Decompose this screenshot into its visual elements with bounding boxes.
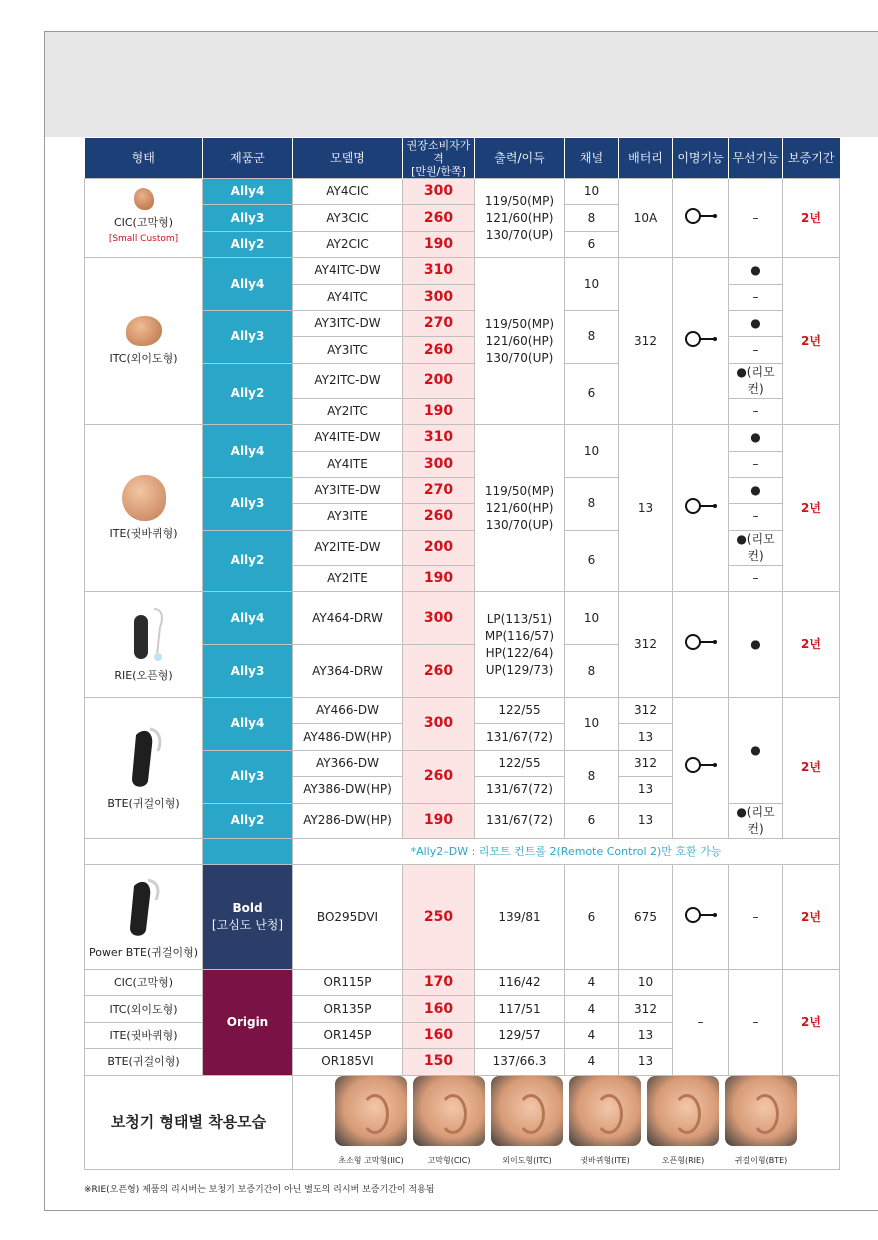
wear-caption: 외이도형(ITC) — [502, 1155, 552, 1165]
battery-cell: 312 — [619, 592, 673, 698]
group-cell — [203, 865, 293, 970]
group-cell: Ally3 — [203, 310, 293, 363]
form-label: RIE(오픈형) — [114, 669, 173, 683]
table-header — [85, 138, 840, 179]
price-cell: 200 — [403, 530, 475, 565]
price-cell: 300 — [403, 698, 475, 751]
warranty-cell: 2년 — [783, 179, 840, 258]
output-line: 130/70(UP) — [485, 517, 554, 532]
form-label: CIC(고막형) — [113, 216, 174, 230]
model-cell: AY2ITE-DW — [293, 530, 403, 565]
form-cell: ITC(외이도형) — [85, 996, 203, 1022]
warranty-cell: 2년 — [783, 865, 840, 970]
price-cell: 190 — [403, 803, 475, 838]
wireless-cell: – — [729, 970, 783, 1076]
wear-caption: 고막형(CIC) — [427, 1155, 471, 1165]
channel-cell: 4 — [565, 1049, 619, 1075]
price-cell: 260 — [403, 205, 475, 231]
price-cell: 310 — [403, 425, 475, 451]
wireless-cell: – — [729, 179, 783, 258]
wireless-cell: ● — [729, 477, 783, 503]
form-label: ITE(귓바퀴형) — [109, 526, 178, 540]
ear-photo-icon — [569, 1076, 641, 1146]
table-row — [85, 838, 840, 864]
wear-title: 보청기 형태별 착용모습 — [85, 1075, 293, 1169]
output-line: UP(129/73) — [485, 662, 554, 677]
wear-thumbs — [293, 1076, 839, 1169]
form-sublabel: [Small Custom] — [108, 234, 179, 245]
group-cell: Ally4 — [203, 592, 293, 645]
rie-device-icon — [124, 605, 164, 663]
channel-cell: 4 — [565, 970, 619, 996]
model-cell: AY4ITC-DW — [293, 258, 403, 284]
form-cell: CIC(고막형) — [85, 970, 203, 996]
output-line: 119/50(MP) — [484, 193, 555, 208]
battery-cell: 312 — [619, 258, 673, 425]
output-cell: 116/42 — [475, 970, 565, 996]
model-cell: AY464-DRW — [293, 592, 403, 645]
header-warranty: 보증기간 — [783, 138, 840, 179]
output-line: 119/50(MP) — [484, 483, 555, 498]
price-cell: 300 — [403, 451, 475, 477]
channel-cell: 8 — [565, 750, 619, 803]
battery-cell: 312 — [619, 750, 673, 776]
wireless-cell: – — [729, 284, 783, 310]
output-cell: 122/55 — [475, 750, 565, 776]
output-cell: 139/81 — [475, 865, 565, 970]
group-cell: Ally2 — [203, 803, 293, 838]
ear-photo-icon — [725, 1076, 797, 1146]
price-cell: 260 — [403, 750, 475, 803]
header-channel: 채널 — [565, 138, 619, 179]
output-cell: 117/51 — [475, 996, 565, 1022]
model-cell: AY386-DW(HP) — [293, 777, 403, 803]
wireless-cell: – — [729, 504, 783, 530]
wireless-cell: – — [729, 337, 783, 363]
price-cell: 250 — [403, 865, 475, 970]
price-cell: 260 — [403, 645, 475, 698]
group-cell: Ally4 — [203, 698, 293, 751]
output-line: 121/60(HP) — [485, 500, 554, 515]
output-line: HP(122/64) — [485, 645, 554, 660]
channel-cell: 10 — [565, 179, 619, 205]
battery-cell: 10A — [619, 179, 673, 258]
channel-cell: 4 — [565, 1022, 619, 1048]
wear-thumb — [413, 1076, 485, 1169]
bte-device-icon — [124, 723, 164, 791]
output-cell: 129/57 — [475, 1022, 565, 1048]
header-battery: 배터리 — [619, 138, 673, 179]
form-cell-itc — [85, 258, 203, 425]
output-line: 130/70(UP) — [485, 350, 554, 365]
channel-cell: 8 — [565, 205, 619, 231]
output-cell — [475, 258, 565, 425]
channel-cell: 8 — [565, 310, 619, 363]
warranty-cell: 2년 — [783, 258, 840, 425]
tinnitus-cell — [673, 592, 729, 698]
price-cell: 300 — [403, 284, 475, 310]
model-cell: OR115P — [293, 970, 403, 996]
form-label: BTE(귀걸이형) — [107, 797, 180, 811]
channel-cell: 10 — [565, 258, 619, 311]
form-label: ITC(외이도형) — [109, 351, 178, 365]
power-bte-device-icon — [124, 874, 164, 940]
model-cell: AY2ITC-DW — [293, 363, 403, 398]
model-cell: AY466-DW — [293, 698, 403, 724]
warranty-cell: 2년 — [783, 698, 840, 839]
key-shape-icon — [684, 207, 718, 225]
group-cell: Ally2 — [203, 363, 293, 424]
channel-cell: 8 — [565, 645, 619, 698]
price-cell: 310 — [403, 258, 475, 284]
output-line: 121/60(HP) — [485, 210, 554, 225]
battery-cell: 13 — [619, 1049, 673, 1075]
wear-thumb — [569, 1076, 641, 1169]
wireless-cell: ● — [729, 698, 783, 804]
model-cell: AY2ITC — [293, 398, 403, 424]
ear-photo-icon — [413, 1076, 485, 1146]
output-cell: 137/66.3 — [475, 1049, 565, 1075]
price-cell: 260 — [403, 504, 475, 530]
price-cell: 260 — [403, 337, 475, 363]
output-line: 119/50(MP) — [484, 316, 555, 331]
model-cell: AY4ITE — [293, 451, 403, 477]
group-cell: Ally3 — [203, 205, 293, 231]
wear-caption: 귓바퀴형(ITE) — [580, 1155, 630, 1165]
model-cell: AY4ITC — [293, 284, 403, 310]
wireless-cell: – — [729, 865, 783, 970]
group-label: Bold — [232, 901, 263, 916]
model-cell: OR145P — [293, 1022, 403, 1048]
channel-cell: 6 — [565, 231, 619, 257]
wear-thumb — [725, 1076, 797, 1169]
header-tinnitus: 이명기능 — [673, 138, 729, 179]
channel-cell: 6 — [565, 363, 619, 424]
wireless-cell: – — [729, 565, 783, 591]
model-cell: AY3CIC — [293, 205, 403, 231]
wear-thumb — [335, 1076, 407, 1169]
wireless-cell: ●(리모컨) — [729, 530, 783, 565]
header-form: 형태 — [85, 138, 203, 179]
table-row — [85, 865, 840, 970]
table-row — [85, 179, 840, 205]
group-cell: Ally2 — [203, 231, 293, 257]
key-shape-icon — [684, 906, 718, 924]
price-cell: 300 — [403, 179, 475, 205]
model-cell: AY4CIC — [293, 179, 403, 205]
key-shape-icon — [684, 330, 718, 348]
wireless-cell: ●(리모컨) — [729, 803, 783, 838]
battery-cell: 13 — [619, 724, 673, 750]
table-row — [85, 425, 840, 451]
group-sublabel: [고심도 난청] — [211, 918, 284, 933]
price-cell: 160 — [403, 996, 475, 1022]
model-cell: BO295DVI — [293, 865, 403, 970]
wireless-cell: ●(리모컨) — [729, 363, 783, 398]
battery-cell: 13 — [619, 803, 673, 838]
page-header-band — [45, 32, 878, 137]
cic-device-icon — [134, 188, 154, 210]
model-cell: AY4ITE-DW — [293, 425, 403, 451]
battery-cell: 13 — [619, 425, 673, 592]
model-cell: AY286-DW(HP) — [293, 803, 403, 838]
table-row — [85, 1075, 840, 1169]
channel-cell: 10 — [565, 592, 619, 645]
empty-cell — [85, 838, 203, 864]
form-cell-cic — [85, 179, 203, 258]
group-cell: Ally4 — [203, 179, 293, 205]
table-row — [85, 970, 840, 996]
warranty-cell: 2년 — [783, 970, 840, 1076]
output-line: 121/60(HP) — [485, 333, 554, 348]
wireless-cell: ● — [729, 425, 783, 451]
header-price: 권장소비자가격 [만원/한쪽] — [403, 138, 475, 179]
form-cell-pbte — [85, 865, 203, 970]
price-cell: 150 — [403, 1049, 475, 1075]
table-row — [85, 592, 840, 645]
model-cell: AY366-DW — [293, 750, 403, 776]
table-row — [85, 258, 840, 284]
price-cell: 300 — [403, 592, 475, 645]
price-cell: 270 — [403, 477, 475, 503]
header-group: 제품군 — [203, 138, 293, 179]
group-cell: Origin — [203, 970, 293, 1076]
tinnitus-cell — [673, 258, 729, 425]
model-cell: AY3ITC — [293, 337, 403, 363]
output-cell: 131/67(72) — [475, 724, 565, 750]
table-row — [85, 698, 840, 724]
channel-cell: 6 — [565, 530, 619, 591]
header-wireless: 무선기능 — [729, 138, 783, 179]
group-cell: Ally4 — [203, 258, 293, 311]
wear-caption: 귀걸이형(BTE) — [734, 1155, 788, 1165]
model-cell: AY364-DRW — [293, 645, 403, 698]
group-cell: Ally4 — [203, 425, 293, 478]
model-cell: AY486-DW(HP) — [293, 724, 403, 750]
wear-thumb — [491, 1076, 563, 1169]
header-model: 모델명 — [293, 138, 403, 179]
form-cell-ite — [85, 425, 203, 592]
channel-cell: 10 — [565, 425, 619, 478]
channel-cell: 10 — [565, 698, 619, 751]
channel-cell: 4 — [565, 996, 619, 1022]
group-cell: Ally2 — [203, 530, 293, 591]
channel-cell: 6 — [565, 803, 619, 838]
price-cell: 190 — [403, 398, 475, 424]
output-cell — [475, 179, 565, 258]
output-line: LP(113/51) — [486, 611, 553, 626]
price-cell: 270 — [403, 310, 475, 336]
ear-photo-icon — [491, 1076, 563, 1146]
group-cell: Ally3 — [203, 645, 293, 698]
header-output: 출력/이득 — [475, 138, 565, 179]
output-line: MP(116/57) — [484, 628, 555, 643]
wireless-cell: – — [729, 398, 783, 424]
key-shape-icon — [684, 756, 718, 774]
price-cell: 190 — [403, 231, 475, 257]
channel-cell: 8 — [565, 477, 619, 530]
wear-caption: 초소형 고막형(IIC) — [338, 1155, 404, 1165]
model-cell: OR135P — [293, 996, 403, 1022]
tinnitus-cell — [673, 698, 729, 839]
spec-table — [84, 138, 840, 1170]
wear-thumb — [647, 1076, 719, 1169]
battery-cell: 13 — [619, 1022, 673, 1048]
battery-cell: 312 — [619, 698, 673, 724]
output-line: 130/70(UP) — [485, 227, 554, 242]
battery-cell: 10 — [619, 970, 673, 996]
model-cell: OR185VI — [293, 1049, 403, 1075]
model-cell: AY2CIC — [293, 231, 403, 257]
form-cell: BTE(귀걸이형) — [85, 1049, 203, 1075]
wireless-cell: ● — [729, 592, 783, 698]
wireless-cell: ● — [729, 310, 783, 336]
form-cell-rie — [85, 592, 203, 698]
model-cell: AY2ITE — [293, 565, 403, 591]
wireless-cell: – — [729, 451, 783, 477]
battery-cell: 675 — [619, 865, 673, 970]
warranty-cell: 2년 — [783, 425, 840, 592]
model-cell: AY3ITE-DW — [293, 477, 403, 503]
ear-photo-icon — [335, 1076, 407, 1146]
form-cell-bte — [85, 698, 203, 839]
tinnitus-cell — [673, 179, 729, 258]
warranty-cell: 2년 — [783, 592, 840, 698]
footnote: ※RIE(오픈형) 제품의 리시버는 보청기 보증기간이 아닌 별도의 리시버 보증기간이 적용됨 — [84, 1185, 435, 1195]
model-cell: AY3ITE — [293, 504, 403, 530]
wireless-cell: ● — [729, 258, 783, 284]
ite-device-icon — [122, 475, 166, 521]
ear-photo-icon — [647, 1076, 719, 1146]
group-cell: Ally3 — [203, 750, 293, 803]
output-cell: 122/55 — [475, 698, 565, 724]
model-cell: AY3ITC-DW — [293, 310, 403, 336]
output-cell — [475, 425, 565, 592]
channel-cell: 6 — [565, 865, 619, 970]
price-cell: 170 — [403, 970, 475, 996]
itc-device-icon — [126, 316, 162, 346]
wear-caption: 오픈형(RIE) — [661, 1155, 705, 1165]
key-shape-icon — [684, 497, 718, 515]
output-cell — [475, 592, 565, 698]
key-shape-icon — [684, 633, 718, 651]
empty-group-cell — [203, 838, 293, 864]
output-cell: 131/67(72) — [475, 803, 565, 838]
form-cell: ITE(귓바퀴형) — [85, 1022, 203, 1048]
price-cell: 200 — [403, 363, 475, 398]
compat-note: *Ally2–DW : 리모트 컨트롤 2(Remote Control 2)만 호환 가능 — [293, 838, 840, 864]
output-cell: 131/67(72) — [475, 777, 565, 803]
tinnitus-cell: – — [673, 970, 729, 1076]
tinnitus-cell — [673, 425, 729, 592]
price-cell: 190 — [403, 565, 475, 591]
battery-cell: 312 — [619, 996, 673, 1022]
form-label: Power BTE(귀걸이형) — [88, 945, 199, 959]
tinnitus-cell — [673, 865, 729, 970]
battery-cell: 13 — [619, 777, 673, 803]
group-cell: Ally3 — [203, 477, 293, 530]
price-cell: 160 — [403, 1022, 475, 1048]
wear-gallery — [293, 1075, 840, 1169]
